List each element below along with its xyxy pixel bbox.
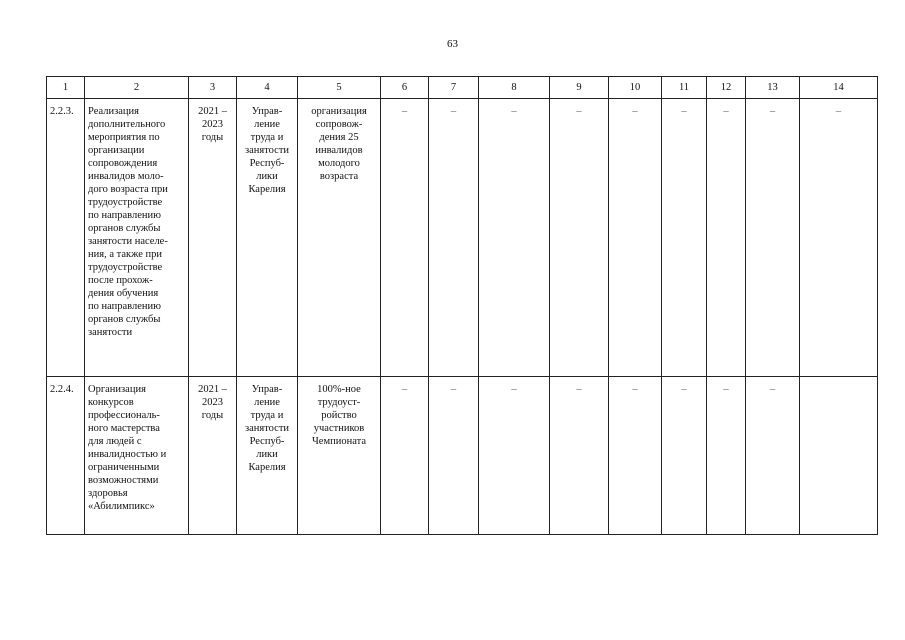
result-cell-line: ройство: [321, 410, 357, 421]
executor-cell-line: занятости: [244, 423, 290, 434]
result-cell-line: организация: [311, 106, 367, 117]
table-body: [47, 77, 878, 535]
result-cell: [298, 377, 381, 535]
value-cell-col-11: –: [662, 99, 707, 377]
value-cell-col-7: –: [429, 99, 479, 377]
executor-cell-line: лики: [256, 449, 278, 460]
activity-name-cell: [85, 377, 189, 535]
header-cell-3: 3: [189, 77, 237, 99]
header-cell-6: 6: [381, 77, 429, 99]
activity-name-cell-line: для людей с: [88, 436, 142, 447]
period-cell: [189, 377, 237, 535]
header-cell-2: 2: [85, 77, 189, 99]
value-cell-col-8: –: [479, 377, 550, 535]
executor-cell-line: занятости: [244, 145, 290, 156]
header-cell-11: 11: [662, 77, 707, 99]
header-cell-8: 8: [479, 77, 550, 99]
activity-name-cell-line: ограниченными: [88, 462, 160, 473]
value-cell-col-13: –: [746, 99, 800, 377]
activity-name-cell-line: организации: [88, 145, 145, 156]
activity-name-cell-line: инвалидов моло-: [88, 171, 164, 182]
row-number-cell: 2.2.3.: [47, 99, 85, 377]
executor-cell-line: Карелия: [248, 462, 286, 473]
activity-name-cell-line: дого возраста при: [88, 184, 168, 195]
executor-cell-line: ление: [254, 397, 280, 408]
result-cell-line: возраста: [319, 171, 359, 182]
page-number: 63: [447, 38, 458, 50]
executor-cell-line: труда и: [250, 132, 284, 143]
period-cell-line: 2023: [202, 397, 223, 408]
activity-name-cell-line: дения обучения: [88, 288, 159, 299]
header-cell-13: 13: [746, 77, 800, 99]
result-cell-line: инвалидов: [315, 145, 363, 156]
header-cell-5: 5: [298, 77, 381, 99]
executor-cell-line: Респуб-: [249, 158, 285, 169]
activity-name-cell-line: Организация: [88, 384, 146, 395]
activity-name-cell-line: конкурсов: [88, 397, 134, 408]
value-cell-col-14: –: [800, 99, 878, 377]
activity-name-cell-line: органов службы: [88, 314, 161, 325]
activity-name-cell-line: занятости: [88, 327, 133, 338]
value-cell-col-10: –: [609, 99, 662, 377]
activity-name-cell-line: трудоустройстве: [88, 262, 163, 273]
activity-name-cell-line: профессиональ-: [88, 410, 160, 421]
result-cell: [298, 99, 381, 377]
result-cell-line: дения 25: [319, 132, 359, 143]
result-cell-line: молодого: [318, 158, 360, 169]
value-cell-col-9: –: [550, 99, 609, 377]
executor-cell-line: лики: [256, 171, 278, 182]
header-cell-1: 1: [47, 77, 85, 99]
header-row: [47, 77, 878, 99]
activity-name-cell: [85, 99, 189, 377]
executor-cell-line: Карелия: [248, 184, 286, 195]
executor-cell-line: Управ-: [251, 384, 283, 395]
activity-name-cell-line: здоровья: [88, 488, 128, 499]
table-row: [47, 99, 878, 377]
activity-name-cell-line: по направлению: [88, 210, 161, 221]
activity-name-cell-line: занятости населе-: [88, 236, 168, 247]
value-cell-col-6: –: [381, 377, 429, 535]
activity-name-cell-line: ния, а также при: [88, 249, 162, 260]
executor-cell: [237, 377, 298, 535]
activity-name-cell-line: сопровождения: [88, 158, 158, 169]
value-cell-col-10: –: [609, 377, 662, 535]
result-cell-line: сопровож-: [315, 119, 363, 130]
period-cell-line: годы: [201, 410, 224, 421]
value-cell-col-12: –: [707, 377, 746, 535]
activity-name-cell-line: ного мастерства: [88, 423, 160, 434]
executor-cell-line: Респуб-: [249, 436, 285, 447]
executor-cell-line: труда и: [250, 410, 284, 421]
row-number-cell: 2.2.4.: [47, 377, 85, 535]
period-cell-line: годы: [201, 132, 224, 143]
activity-name-cell-line: мероприятия по: [88, 132, 160, 143]
activity-name-cell-line: Реализация: [88, 106, 139, 117]
period-cell-line: 2021 –: [198, 106, 227, 117]
result-cell-line: участников: [313, 423, 365, 434]
period-cell-line: 2023: [202, 119, 223, 130]
value-cell-col-8: –: [479, 99, 550, 377]
value-cell-col-6: –: [381, 99, 429, 377]
result-cell-line: Чемпионата: [311, 436, 366, 447]
table-row: [47, 377, 878, 535]
activity-name-cell-line: «Абилимпикс»: [88, 501, 155, 512]
activity-name-cell-line: трудоустройстве: [88, 197, 163, 208]
header-cell-10: 10: [609, 77, 662, 99]
header-cell-14: 14: [800, 77, 878, 99]
activity-name-cell-line: дополнительного: [88, 119, 166, 130]
activity-name-cell-line: по направлению: [88, 301, 161, 312]
activity-name-cell-line: инвалидностью и: [88, 449, 167, 460]
value-cell-col-7: –: [429, 377, 479, 535]
header-cell-9: 9: [550, 77, 609, 99]
activity-name-cell-line: органов службы: [88, 223, 161, 234]
value-cell-col-14: [800, 377, 878, 535]
header-cell-4: 4: [237, 77, 298, 99]
period-cell: [189, 99, 237, 377]
header-cell-12: 12: [707, 77, 746, 99]
executor-cell-line: Управ-: [251, 106, 283, 117]
result-cell-line: 100%-ное: [317, 384, 361, 395]
program-table: [46, 76, 878, 535]
executor-cell-line: ление: [254, 119, 280, 130]
period-cell-line: 2021 –: [198, 384, 227, 395]
value-cell-col-12: –: [707, 99, 746, 377]
result-cell-line: трудоуст-: [317, 397, 361, 408]
value-cell-col-13: –: [746, 377, 800, 535]
value-cell-col-9: –: [550, 377, 609, 535]
header-cell-7: 7: [429, 77, 479, 99]
activity-name-cell-line: после прохож-: [88, 275, 153, 286]
value-cell-col-11: –: [662, 377, 707, 535]
activity-name-cell-line: возможностями: [88, 475, 159, 486]
executor-cell: [237, 99, 298, 377]
